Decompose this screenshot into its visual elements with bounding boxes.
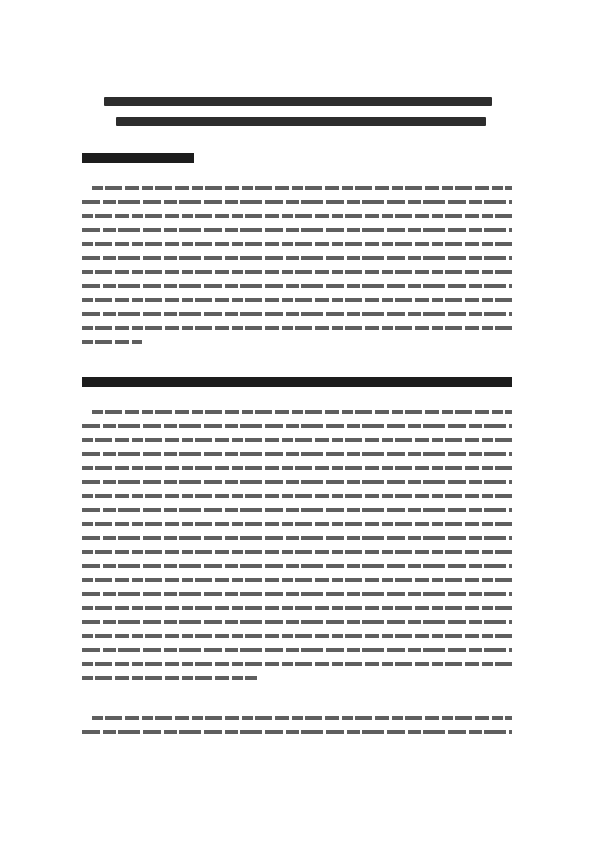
text-line (82, 438, 512, 442)
text-line (82, 312, 512, 316)
text-line (92, 186, 512, 190)
section-1-paragraph (82, 186, 512, 354)
text-line (82, 550, 512, 554)
text-line (82, 592, 512, 596)
text-line (82, 676, 257, 680)
text-line (82, 340, 142, 344)
title-line-1 (104, 97, 492, 106)
text-line (82, 606, 512, 610)
text-line (82, 228, 512, 232)
text-line (92, 716, 512, 720)
document-title (104, 97, 494, 137)
text-line (82, 480, 512, 484)
text-line (82, 662, 512, 666)
text-line (82, 326, 512, 330)
text-line (82, 620, 512, 624)
text-line (82, 256, 512, 260)
text-line (82, 536, 512, 540)
text-line (82, 242, 512, 246)
text-line (82, 522, 512, 526)
text-line (82, 424, 512, 428)
text-line (82, 466, 512, 470)
text-line (82, 494, 512, 498)
section-heading-2 (82, 377, 512, 387)
text-line (82, 508, 512, 512)
section-2-paragraph (82, 410, 512, 690)
title-line-2 (116, 117, 486, 126)
text-line (82, 564, 512, 568)
section-2-paragraph-continued (82, 716, 512, 744)
text-line (82, 270, 512, 274)
text-line (82, 200, 512, 204)
text-line (82, 648, 512, 652)
text-line (82, 298, 512, 302)
text-line (82, 578, 512, 582)
text-line (82, 452, 512, 456)
text-line (82, 214, 512, 218)
text-line (92, 410, 512, 414)
text-line (82, 634, 512, 638)
section-heading-1 (82, 153, 194, 163)
text-line (82, 730, 512, 734)
text-line (82, 284, 512, 288)
